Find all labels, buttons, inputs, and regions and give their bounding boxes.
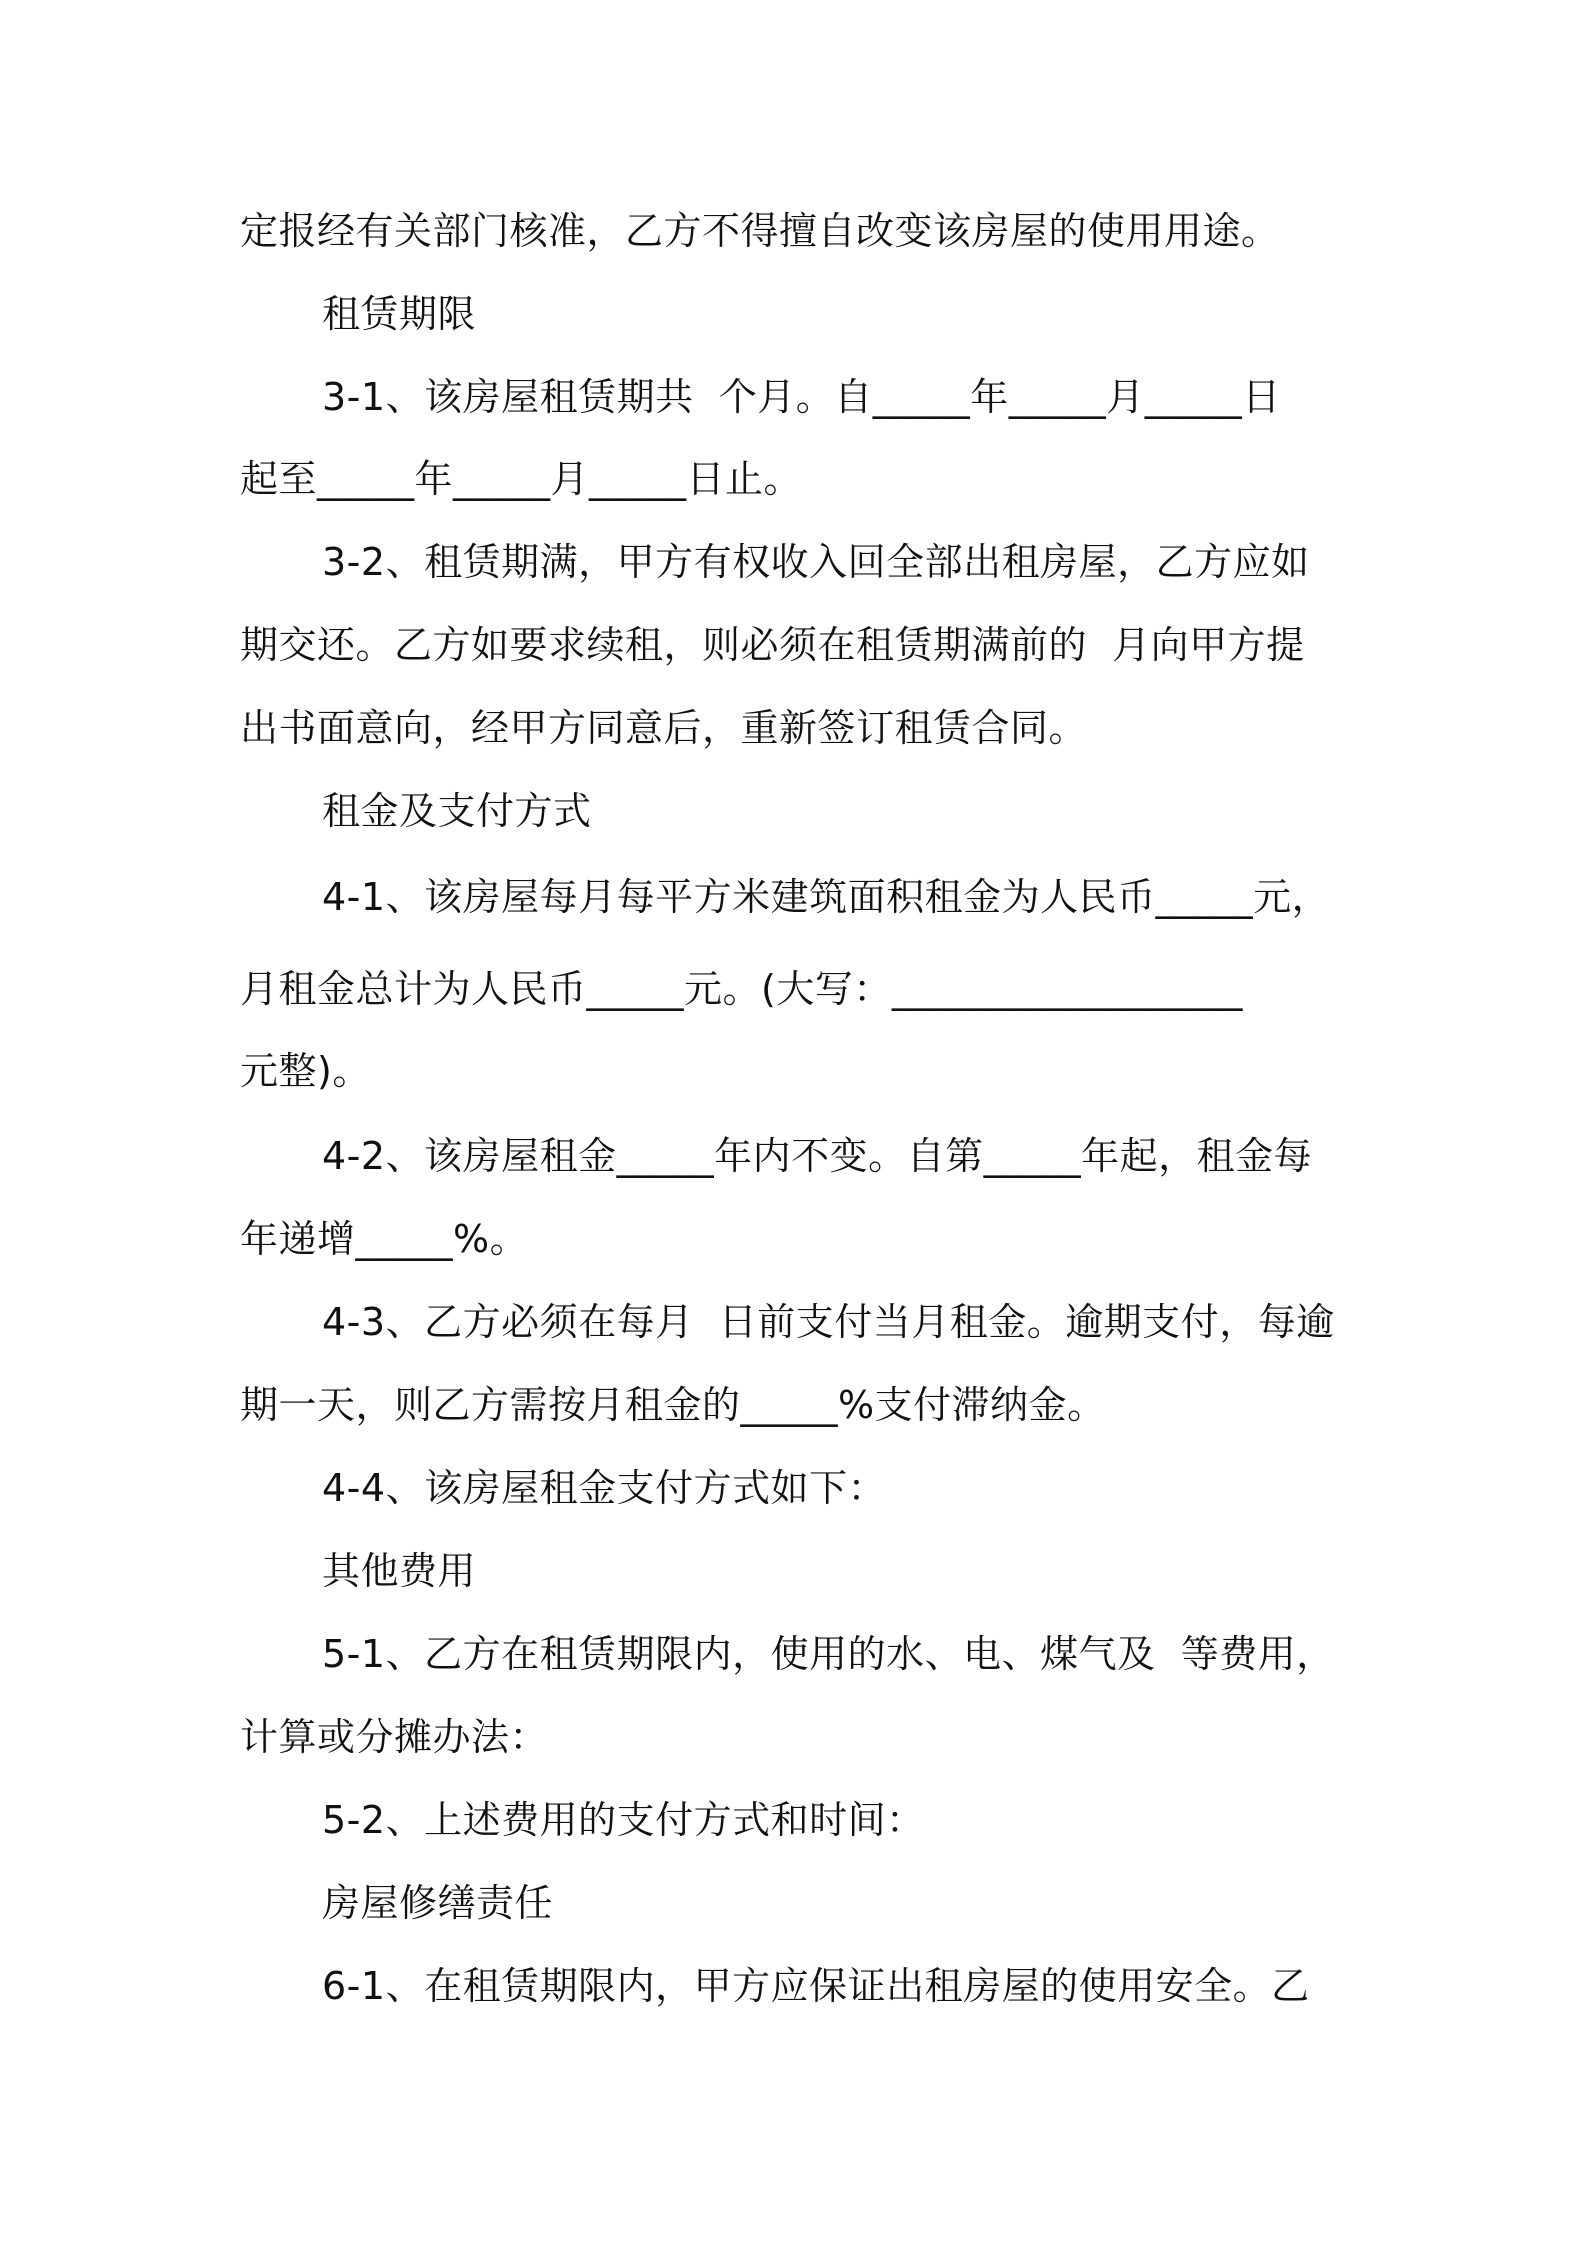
text-line: 起至_____年_____月_____日止。 bbox=[240, 457, 803, 501]
section-heading: 租金及支付方式 bbox=[322, 789, 592, 833]
section-heading: 其他费用 bbox=[322, 1549, 477, 1593]
text-line: 出书面意向，经甲方同意后，重新签订租赁合同。 bbox=[240, 706, 1088, 750]
text-line: 元整)。 bbox=[240, 1049, 371, 1093]
clause-4-3: 4-3、乙方必须在每月 日前支付当月租金。逾期支付，每逾 bbox=[322, 1300, 1335, 1344]
clause-4-2: 4-2、该房屋租金_____年内不变。自第_____年起，租金每 bbox=[322, 1134, 1313, 1178]
clause-6-1: 6-1、在租赁期限内，甲方应保证出租房屋的使用安全。乙 bbox=[322, 1964, 1310, 2008]
text-line: 定报经有关部门核准，乙方不得擅自改变该房屋的使用用途。 bbox=[240, 209, 1280, 253]
section-heading: 租赁期限 bbox=[322, 292, 477, 336]
text-line: 月租金总计为人民币_____元。(大写：__________________ bbox=[240, 967, 1243, 1011]
clause-5-2: 5-2、上述费用的支付方式和时间： bbox=[322, 1798, 925, 1842]
clause-4-4: 4-4、该房屋租金支付方式如下： bbox=[322, 1466, 887, 1510]
clause-3-2: 3-2、租赁期满，甲方有权收入回全部出租房屋，乙方应如 bbox=[322, 540, 1310, 584]
clause-3-1: 3-1、该房屋租赁期共 个月。自_____年_____月_____日 bbox=[322, 375, 1281, 419]
clause-4-1: 4-1、该房屋每月每平方米建筑面积租金为人民币_____元， bbox=[322, 875, 1331, 919]
text-line: 计算或分摊办法： bbox=[240, 1715, 549, 1759]
text-line: 期交还。乙方如要求续租，则必须在租赁期满前的 月向甲方提 bbox=[240, 623, 1305, 667]
section-heading: 房屋修缮责任 bbox=[322, 1881, 554, 1925]
clause-5-1: 5-1、乙方在租赁期限内，使用的水、电、煤气及 等费用， bbox=[322, 1632, 1335, 1676]
text-line: 年递增_____%。 bbox=[240, 1217, 529, 1261]
text-line: 期一天，则乙方需按月租金的_____%支付滞纳金。 bbox=[240, 1383, 1106, 1427]
